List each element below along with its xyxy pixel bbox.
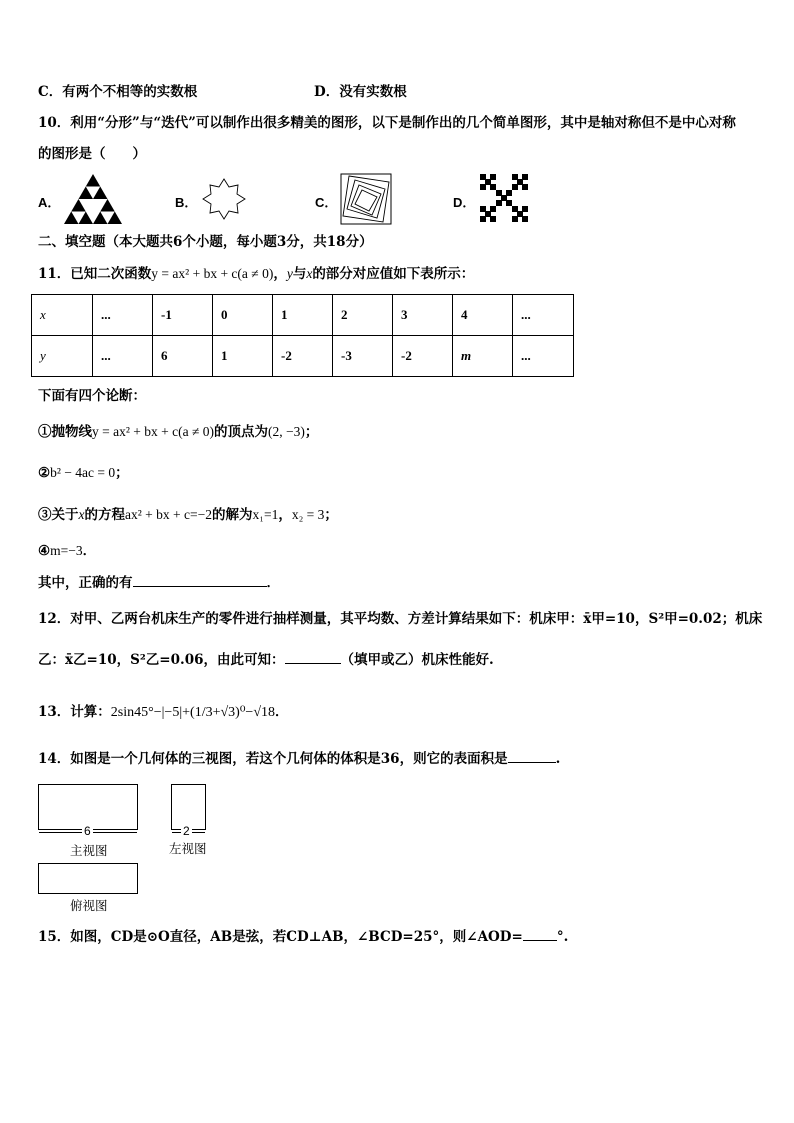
top-view-label: 俯视图 (70, 898, 108, 913)
q13-prefix: 13．计算： (38, 704, 111, 720)
front-view-dimension: 6 (84, 824, 91, 838)
q12-line2 (38, 650, 494, 670)
table-cell: -1 (153, 295, 213, 336)
q9-option-c: C．有两个不相等的实数根 (38, 84, 198, 100)
side-view-label: 左视图 (169, 841, 207, 856)
q12-text2: 乙： (38, 652, 65, 668)
q11-statement-4 (38, 541, 96, 561)
table-cell: 0 (213, 295, 273, 336)
q11-statement-3: ③关于x的方程ax² + bx + c=−2的解为x₁=1，x₂ = 3； (38, 507, 338, 523)
q12-text3: （填甲或乙）机床性能好. (340, 652, 494, 668)
table-cell: ... (93, 295, 153, 336)
q15-stem (38, 927, 568, 947)
table-cell: 1 (213, 336, 273, 377)
q10-stem-line2: 的图形是（ ） (38, 146, 146, 162)
q11-and: 与 (292, 266, 307, 282)
s1-formula: y = ax² + bx + c(a ≠ 0) (92, 424, 215, 439)
cantor-dust-figure (480, 174, 528, 224)
section-heading-fill-in: 二、填空题（本大题共6个小题，每小题3分，共18分） (38, 234, 373, 250)
q14-text: 14．如图是一个几何体的三视图，若这个几何体的体积是36，则它的表面积是 (38, 751, 508, 767)
s3-var: x (78, 507, 85, 522)
q11-below-text: 下面有四个论断： (38, 388, 146, 404)
s3-root2: x₂ = 3 (291, 507, 325, 522)
table-cell: -2 (273, 336, 333, 377)
sierpinski-triangle-figure (62, 172, 124, 226)
q11-comma: ， (273, 266, 287, 282)
table-row (32, 336, 574, 377)
q10-label-c: C． (315, 195, 338, 210)
side-view-dimension: 2 (183, 824, 190, 838)
s3-mid2: 的解为 (212, 507, 253, 523)
q12-machine-b-stats: x̄乙=10，S²乙=0.06，由此可知： (65, 652, 285, 668)
q11-statement-1 (38, 422, 318, 442)
table-cell: 4 (453, 295, 513, 336)
q13-expression: 2sin45°−|−5|+(1/3+√3)⁰−√18 (110, 705, 276, 720)
q14-stem (38, 749, 560, 769)
q11-var-y: y (286, 266, 293, 281)
s2-prefix: ② (38, 465, 51, 481)
q11-formula: y = ax² + bx + c(a ≠ 0) (151, 266, 274, 281)
q15-end: °. (556, 929, 569, 945)
s3-prefix: ③关于 (38, 507, 79, 523)
q15-text: 15．如图，CD是⊙O直径，AB是弦，若CD⊥AB，∠BCD=25°，则∠AOD= (38, 929, 523, 945)
koch-snowflake-figure (198, 176, 250, 224)
q11-value-table (31, 294, 574, 377)
q11-intro-end: 的部分对应值如下表所示： (312, 266, 475, 282)
s2-end: ； (115, 465, 129, 481)
q12-text1: 12．对甲、乙两台机床生产的零件进行抽样测量，其平均数、方差计算结果如下：机床甲： (38, 611, 584, 627)
q11-concl-text: 其中，正确的有 (38, 575, 133, 591)
q10-stem-line1: 10．利用“分形”与“迭代”可以制作出很多精美的图形，以下是制作出的几个简单图形，其中是轴对称但不是中心对称 (38, 115, 736, 131)
q11-answer-blank[interactable] (133, 586, 267, 587)
q14-end: . (555, 751, 561, 767)
q10-label-a: A． (38, 195, 61, 210)
table-cell: 1 (273, 295, 333, 336)
q11-var-x: x (306, 266, 313, 281)
s3-mid: 的方程 (84, 507, 125, 523)
table-cell: ... (93, 336, 153, 377)
q13-line (38, 702, 289, 723)
top-view-rect (38, 863, 138, 894)
table-cell: 3 (393, 295, 453, 336)
q11-stem (38, 264, 474, 284)
s3-end: ； (324, 507, 338, 523)
table-cell: -3 (333, 336, 393, 377)
s3-root1: x₁=1 (252, 507, 279, 522)
s4-end: ． (82, 543, 97, 559)
q10-label-d: D． (453, 195, 476, 210)
q12-machine-a-stats: x̄甲=10，S²甲=0.02；机床 (583, 611, 763, 627)
s1-mid: 的顶点为 (214, 424, 269, 440)
q11-conclusion (38, 573, 280, 593)
q11-intro: 11．已知二次函数 (38, 266, 152, 282)
q15-answer-blank[interactable] (523, 940, 557, 941)
table-row (32, 295, 574, 336)
table-cell: ... (513, 336, 574, 377)
table-cell: 6 (153, 336, 213, 377)
q13-end: ． (275, 704, 289, 720)
q11-statement-2 (38, 463, 129, 483)
s1-prefix: ①抛物线 (38, 424, 92, 440)
s4-prefix: ④ (38, 543, 51, 559)
q12-line1 (38, 609, 762, 629)
table-cell: 2 (333, 295, 393, 336)
s2-formula: b² − 4ac = 0 (50, 465, 116, 480)
table-cell: y (32, 336, 93, 377)
q12-answer-blank[interactable] (285, 663, 341, 664)
front-view-label: 主视图 (70, 843, 108, 858)
q9-option-d: D．没有实数根 (314, 84, 407, 100)
table-cell: -2 (393, 336, 453, 377)
s1-end: ； (304, 424, 319, 440)
q11-concl-end: ． (266, 575, 280, 591)
s1-vertex: (2, −3) (268, 424, 305, 439)
q10-label-b: B． (175, 195, 198, 210)
s3-equation: ax² + bx + c=−2 (125, 507, 212, 522)
s4-formula: m=−3 (50, 543, 83, 558)
table-cell: ... (513, 295, 574, 336)
q14-answer-blank[interactable] (508, 762, 556, 763)
rotating-squares-figure (340, 172, 392, 226)
table-cell: x (32, 295, 93, 336)
table-cell: m (453, 336, 513, 377)
